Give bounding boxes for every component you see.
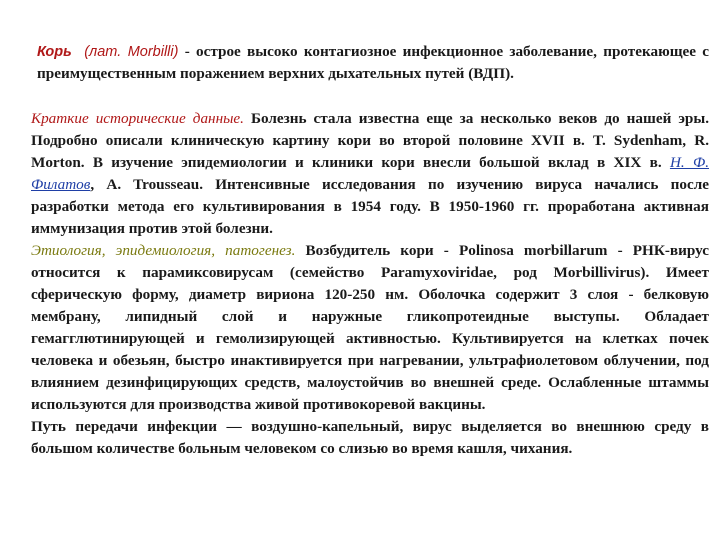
- history-paragraph: [9, 108, 709, 240]
- etiology-heading: Этиология, эпидемиология, патогенез.: [31, 242, 296, 259]
- disease-term: Корь: [37, 44, 72, 60]
- transmission-text: Путь передачи инфекции — воздушно-капельный, вирус выделяется во внешнюю среду в большом количестве больным человеком со слизью во время кашля, чихания.: [31, 418, 709, 457]
- body-text: [9, 108, 709, 460]
- history-heading: Краткие исторические данные.: [31, 110, 244, 127]
- definition-text: - острое высоко контагиозное инфекционное заболевание, протекающее с преимущественным поражением верхних дыхательных путей (ВДП).: [37, 43, 710, 82]
- etiology-text: Возбудитель кори - Polinosa morbillarum - РНК-вирус относится к парамиксовирусам (семейство Paramyxoviridae, род Morbillivirus). Имеет сферическую форму, диаметр вириона 120-250 нм. Оболочка содержит 3 слоя - белковую мембрану, липидный слой и наружные гликопротеидные выступы. Обладает гемагглютинирующей и гемолизирующей активностью. Культивируется на клетках почек человека и обезьян, быстро инактивируется при нагревании, ультрафиолетовом облучении, под влиянием дезинфицирующих средств, малоустойчив во внешней среде. Ослабленные штаммы используются для производства живой противокоревой вакцины.: [31, 242, 709, 413]
- history-text-1: Болезнь стала известна еще за несколько веков до нашей эры. Подробно описали клиническую картину кори во второй половине XVII в. T. Sydenham, R. Morton. В изучение эпидемиологии и клиники кори внесли большой вклад в XIX в.: [31, 110, 709, 171]
- latin-name: (лат. Morbilli): [84, 44, 179, 60]
- etiology-paragraph: [9, 240, 709, 416]
- filatov-link[interactable]: Н. Ф. Филатов: [31, 154, 710, 193]
- transmission-paragraph: [9, 416, 709, 460]
- history-text-2: , A. Trousseau. Интенсивные исследования по изучению вируса начались после разработки метода его культивирования в 1954 году. В 1950-1960 гг. проработана активная иммунизация против этой болезни.: [31, 176, 709, 237]
- definition-paragraph: [9, 41, 709, 85]
